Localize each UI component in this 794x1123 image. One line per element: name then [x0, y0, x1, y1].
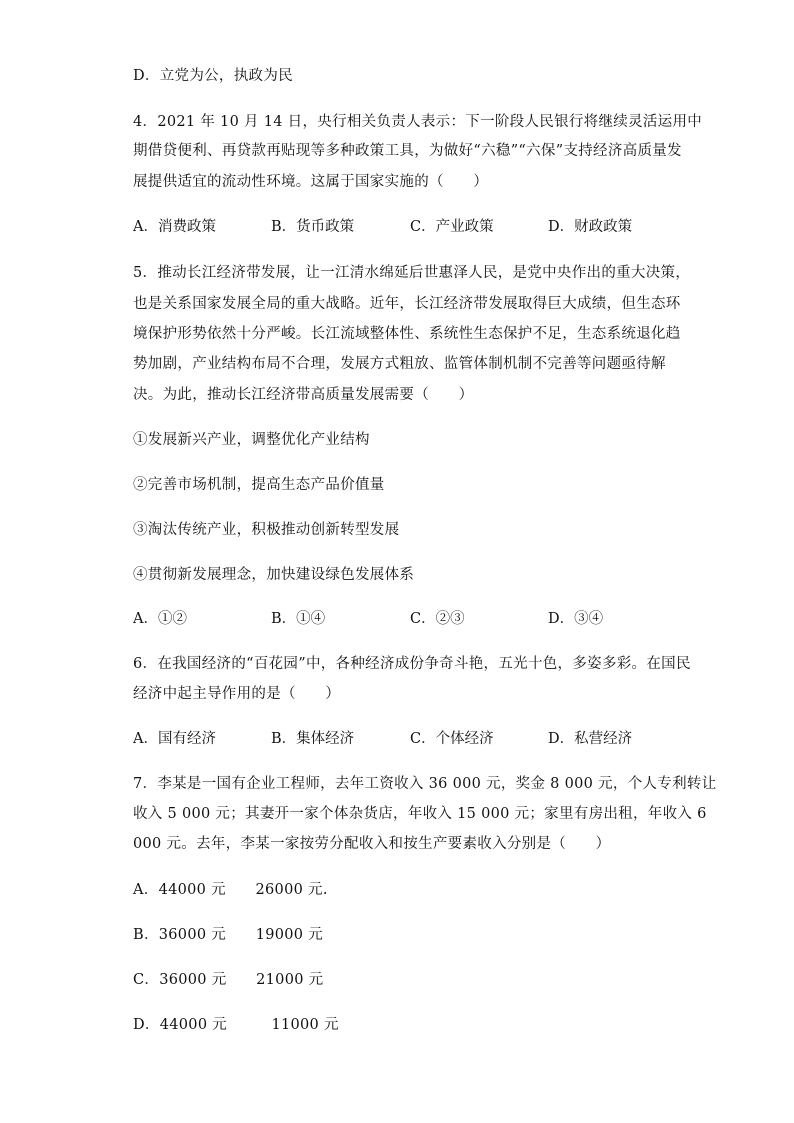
q7-option-d: D．44000 元 11000 元	[133, 1017, 339, 1033]
q5-line-1: 5．推动长江经济带发展，让一江清水绵延后世惠泽人民，是党中央作出的重大决策，	[133, 265, 691, 281]
q6-option-a: A．国有经济	[133, 731, 216, 747]
q5-item-4: ④贯彻新发展理念，加快建设绿色发展体系	[133, 567, 415, 583]
q5-item-3: ③淘汰传统产业，积极推动创新转型发展	[133, 522, 400, 538]
q3-option-d: D．立党为公，执政为民	[133, 68, 293, 84]
q5-line-4: 势加剧，产业结构布局不合理，发展方式粗放、监管体制机制不完善等问题亟待解	[133, 356, 666, 372]
q4-line-2: 期借贷便利、再贷款再贴现等多种政策工具，为做好“六稳”“六保”支持经济高质量发	[133, 143, 682, 159]
q4-option-b: B．货币政策	[271, 219, 355, 235]
q4-option-c: C．产业政策	[410, 219, 494, 235]
q7-line-3: 000 元。去年，李某一家按劳分配收入和按生产要素收入分别是（ ）	[133, 836, 611, 852]
q4-line-3: 展提供适宜的流动性环境。这属于国家实施的（ ）	[133, 174, 489, 190]
q7-option-b: B．36000 元 19000 元	[133, 927, 324, 943]
q7-line-1: 7．李某是一国有企业工程师，去年工资收入 36 000 元，奖金 8 000 元，个人专利转让	[133, 776, 717, 792]
q6-option-c: C．个体经济	[410, 731, 494, 747]
q6-line-1: 6．在我国经济的“百花园”中，各种经济成份争奇斗艳，五光十色，多姿多彩。在国民	[133, 656, 691, 672]
q4-line-1: 4．2021 年 10 月 14 日，央行相关负责人表示：下一阶段人民银行将继续灵活运用中	[133, 114, 703, 130]
q5-line-5: 决。为此，推动长江经济带高质量发展需要（ ）	[133, 387, 474, 403]
q5-option-a: A．①②	[133, 611, 187, 627]
q5-option-c: C．②③	[410, 611, 465, 627]
q5-item-1: ①发展新兴产业，调整优化产业结构	[133, 432, 370, 448]
q5-option-d: D．③④	[548, 611, 604, 627]
q7-option-a: A．44000 元 26000 元.	[133, 882, 328, 898]
q6-option-d: D．私营经济	[548, 731, 633, 747]
q5-line-2: 也是关系国家发展全局的重大战略。近年，长江经济带发展取得巨大成绩，但生态环	[133, 296, 681, 312]
q6-line-2: 经济中起主导作用的是（ ）	[133, 686, 341, 702]
q4-option-a: A．消费政策	[133, 219, 216, 235]
q7-line-2: 收入 5 000 元；其妻开一家个体杂货店，年收入 15 000 元；家里有房出租，年收入 6	[133, 806, 707, 822]
q7-option-c: C．36000 元 21000 元	[133, 972, 324, 988]
q5-line-3: 境保护形势依然十分严峻。长江流域整体性、系统性生态保护不足，生态系统退化趋	[133, 326, 681, 342]
q5-option-b: B．①④	[271, 611, 326, 627]
q6-option-b: B．集体经济	[271, 731, 355, 747]
q5-item-2: ②完善市场机制，提高生态产品价值量	[133, 477, 385, 493]
q4-option-d: D．财政政策	[548, 219, 633, 235]
